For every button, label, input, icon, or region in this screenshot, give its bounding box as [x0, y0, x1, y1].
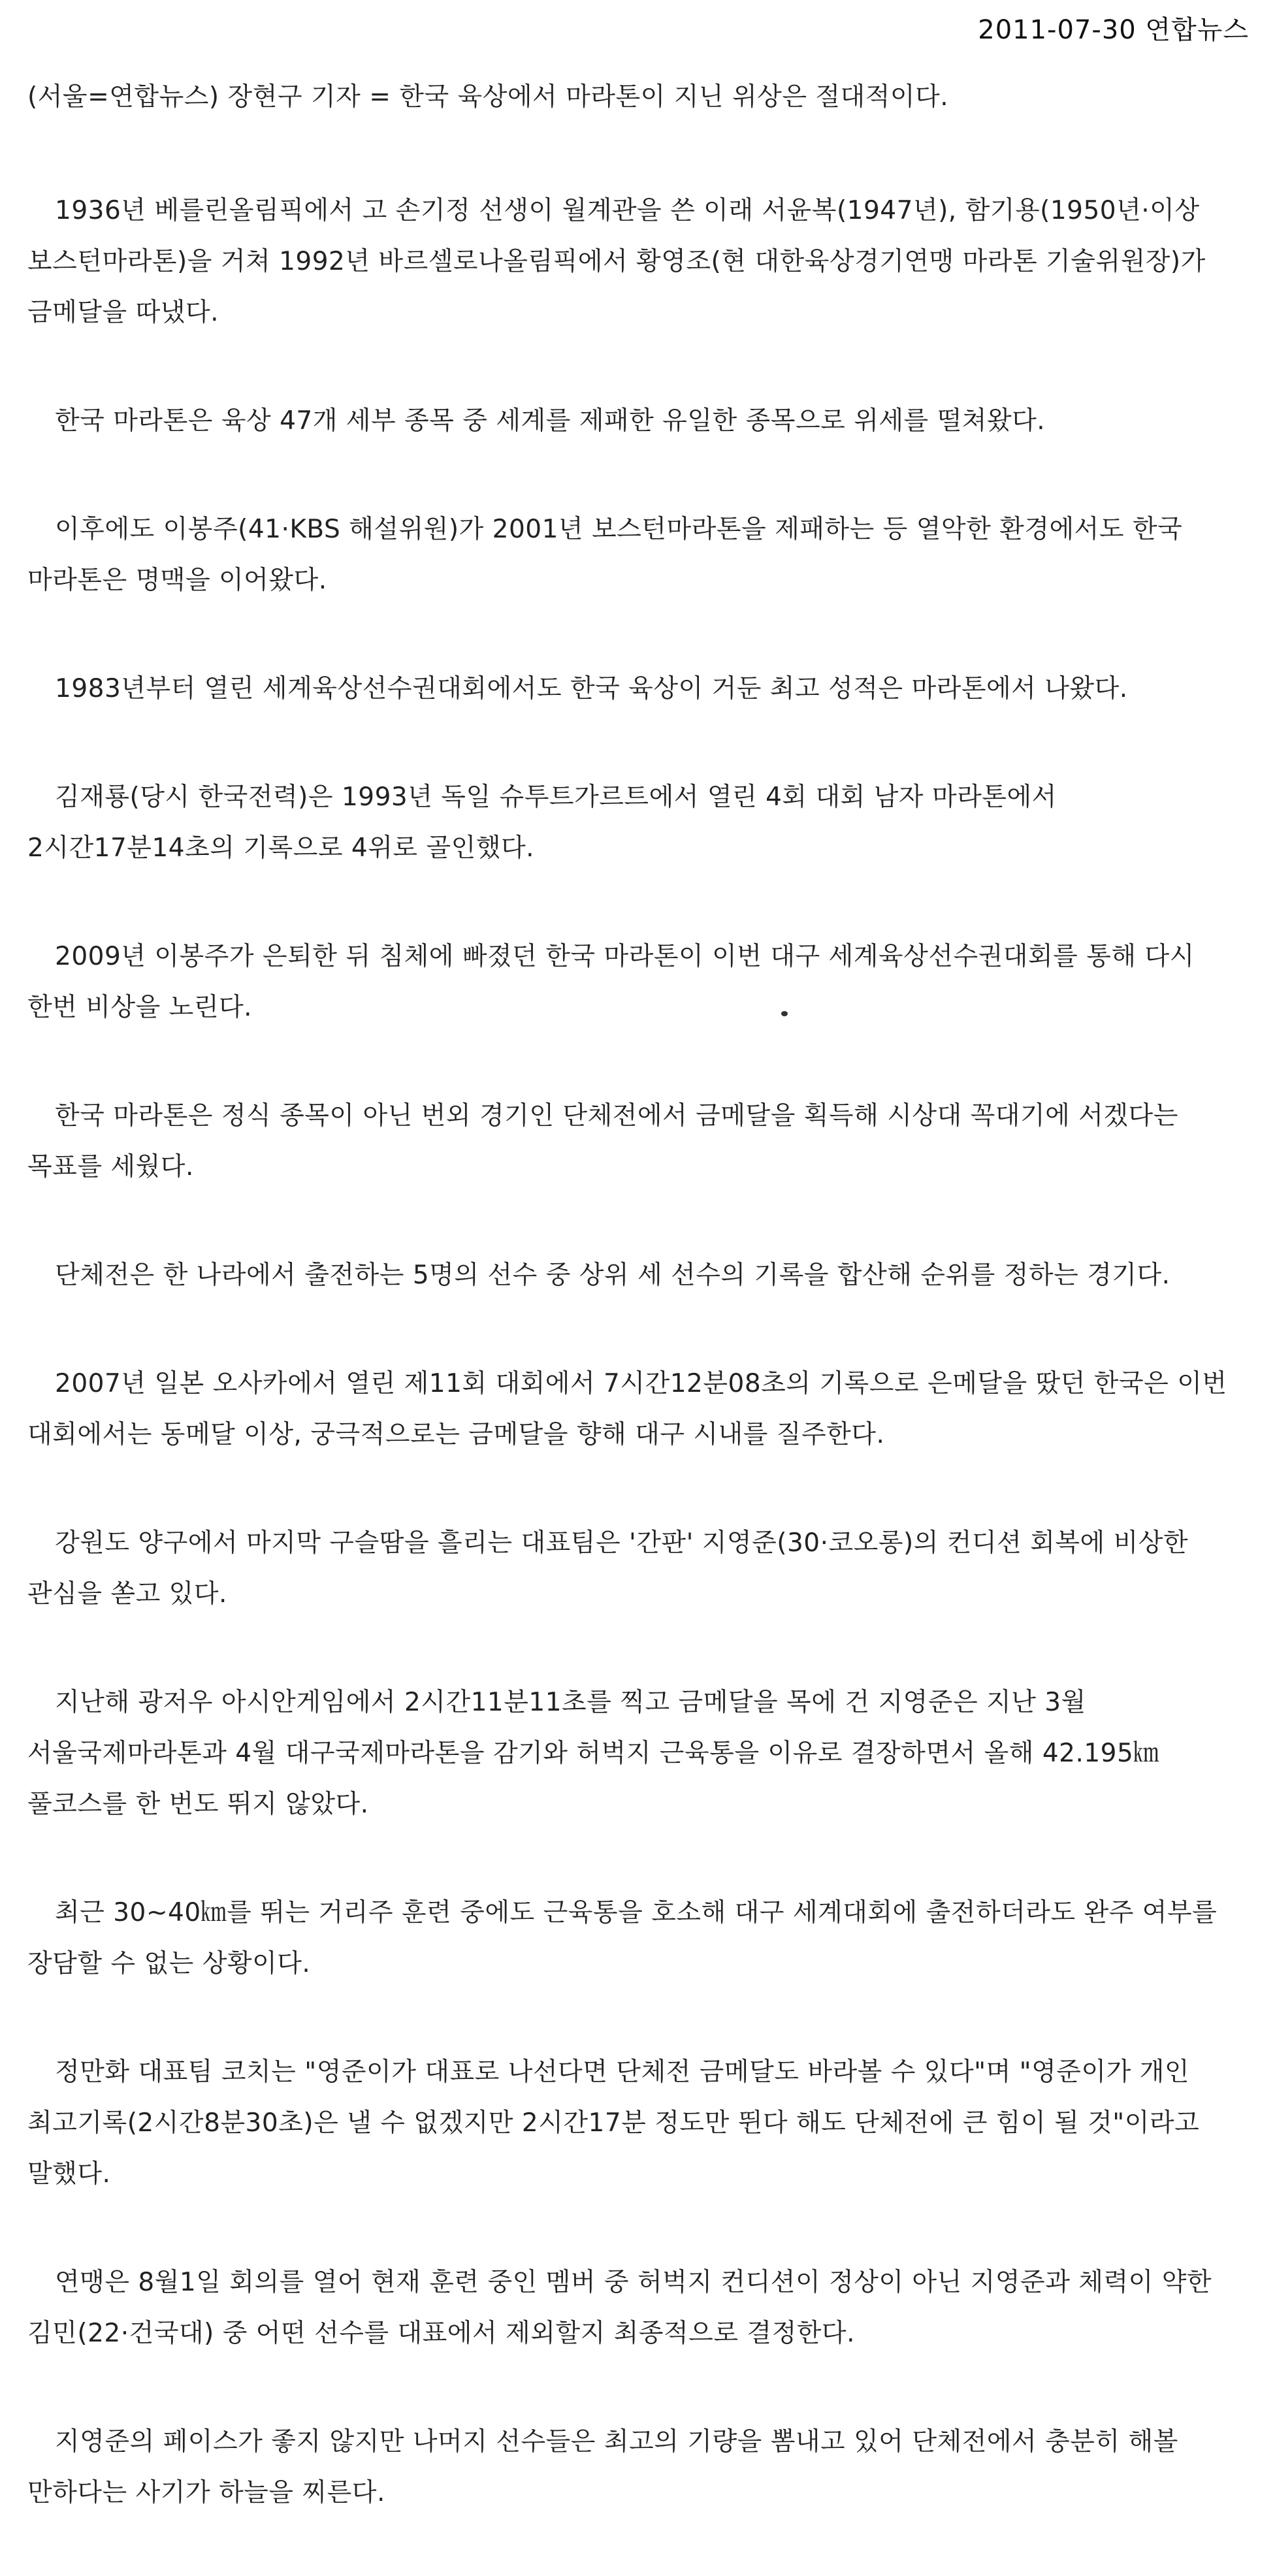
article-paragraph: 단체전은 한 나라에서 출전하는 5명의 선수 중 상위 세 선수의 기록을 합산해 순위를 정하는 경기다.: [55, 1261, 1170, 1290]
scan-speck: [781, 1011, 788, 1016]
article-paragraph: 최근 30~40㎞를 뛰는 거리주 훈련 중에도 근육통을 호소해 대구 세계대회에 출전하더라도 완주 여부를 장담할 수 없는 상황이다.: [27, 1898, 1218, 1978]
article-paragraph: 1983년부터 열린 세계육상선수권대회에서도 한국 육상이 거둔 최고 성적은 마라톤에서 나왔다.: [55, 674, 1128, 703]
article-paragraph: 한국 마라톤은 육상 47개 세부 종목 중 세계를 제패한 유일한 종목으로 위세를 떨쳐왔다.: [55, 406, 1046, 436]
article-paragraph: 강원도 양구에서 마지막 구슬땀을 흘리는 대표팀은 '간판' 지영준(30·코오롱)의 컨디션 회복에 비상한 관심을 쏟고 있다.: [27, 1528, 1189, 1609]
article-paragraph: 연맹은 8월1일 회의를 열어 현재 훈련 중인 멤버 중 허벅지 컨디션이 정상이 아닌 지영준과 체력이 약한 김민(22·건국대) 중 어떤 선수를 대표에서 제외할지 최종적으로 결정한다.: [27, 2268, 1212, 2348]
article-paragraph: 2007년 일본 오사카에서 열린 제11회 대회에서 7시간12분08초의 기록으로 은메달을 땄던 한국은 이번 대회에서는 동메달 이상, 궁극적으로는 금메달을 향해 대구 시내를 질주한다.: [27, 1369, 1227, 1449]
article-paragraph: 한국 마라톤은 정식 종목이 아닌 번외 경기인 단체전에서 금메달을 획득해 시상대 꼭대기에 서겠다는 목표를 세웠다.: [27, 1101, 1178, 1182]
article-paragraph: 지난해 광저우 아시안게임에서 2시간11분11초를 찍고 금메달을 목에 건 지영준은 지난 3월 서울국제마라톤과 4월 대구국제마라톤을 감기와 허벅지 근육통을 이유로 결장하면서 올해 42.195㎞ 풀코스를 한 번도 뛰지 않았다.: [27, 1688, 1159, 1819]
article-paragraph: 2009년 이봉주가 은퇴한 뒤 침체에 빠졌던 한국 마라톤이 이번 대구 세계육상선수권대회를 통해 다시 한번 비상을 노린다.: [27, 942, 1195, 1022]
article-paragraph-lead: (서울=연합뉴스) 장현구 기자 = 한국 육상에서 마라톤이 지닌 위상은 절대적이다.: [27, 82, 949, 112]
article-paragraph: 이후에도 이봉주(41·KBS 해설위원)가 2001년 보스턴마라톤을 제패하는 등 열악한 환경에서도 한국 마라톤은 명맥을 이어왔다.: [27, 515, 1183, 595]
article-paragraph: 정만화 대표팀 코치는 "영준이가 대표로 나선다면 단체전 금메달도 바라볼 수 있다"며 "영준이가 개인 최고기록(2시간8분30초)은 낼 수 없겠지만 2시간17분 정도만 뛴다 해도 단체전에 큰 힘이 될 것"이라고 말했다.: [27, 2057, 1200, 2189]
article-body: [27, 72, 1249, 2576]
article-paragraph: 1936년 베를린올림픽에서 고 손기정 선생이 월계관을 쓴 이래 서윤복(1947년), 함기용(1950년·이상 보스턴마라톤)을 거쳐 1992년 바르셀로나올림픽에서 황영조(현 대한육상경기연맹 마라톤 기술위원장)가 금메달을 따냈다.: [27, 196, 1206, 327]
article-paragraph: 김재룡(당시 한국전력)은 1993년 독일 슈투트가르트에서 열린 4회 대회 남자 마라톤에서 2시간17분14초의 기록으로 4위로 골인했다.: [27, 782, 1057, 863]
article-paragraph: 지영준의 페이스가 좋지 않지만 나머지 선수들은 최고의 기량을 뽐내고 있어 단체전에서 충분히 해볼 만하다는 사기가 하늘을 찌른다.: [27, 2427, 1178, 2507]
date-source-line: 2011-07-30 연합뉴스: [978, 15, 1249, 45]
